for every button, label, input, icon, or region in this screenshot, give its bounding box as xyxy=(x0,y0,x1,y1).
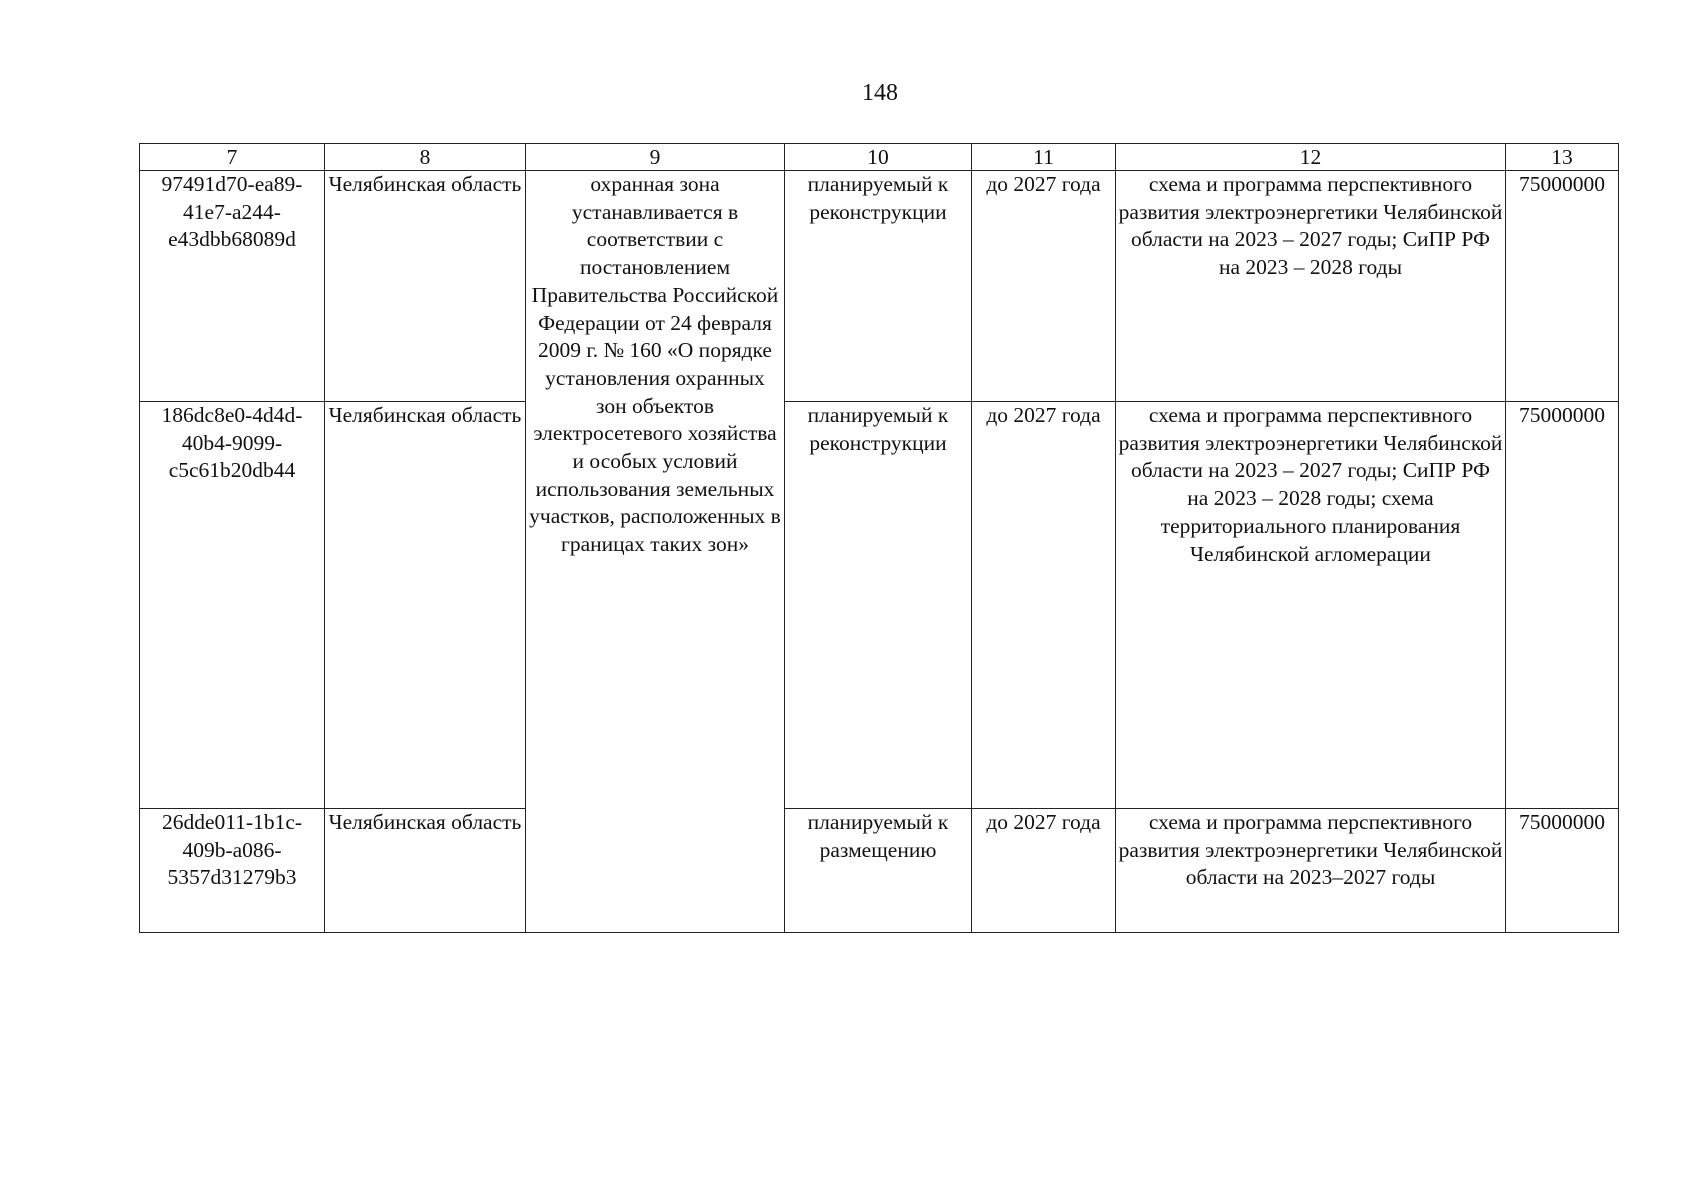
status-cell: планируемый к реконструкции xyxy=(785,171,972,402)
header-cell-11: 11 xyxy=(972,144,1116,171)
region-cell: Челябинская область xyxy=(325,171,526,402)
data-table xyxy=(139,143,1619,933)
table-row xyxy=(140,809,1619,933)
region-cell: Челябинская область xyxy=(325,402,526,809)
page-number: 148 xyxy=(862,80,898,106)
term-cell: до 2027 года xyxy=(972,809,1116,933)
status-cell: планируемый к реконструкции xyxy=(785,402,972,809)
object-id-cell: 97491d70-ea89-41e7-a244-e43dbb68089d xyxy=(140,171,325,402)
header-cell-9: 9 xyxy=(526,144,785,171)
term-cell: до 2027 года xyxy=(972,402,1116,809)
header-cell-13: 13 xyxy=(1506,144,1619,171)
region-cell: Челябинская область xyxy=(325,809,526,933)
table-header-row xyxy=(140,144,1619,171)
source-document-cell: схема и программа перспективного развития электроэнергетики Челябинской области на 2023–2027 годы xyxy=(1116,809,1506,933)
value-cell: 75000000 xyxy=(1506,809,1619,933)
object-id-cell: 186dc8e0-4d4d-40b4-9099-c5c61b20db44 xyxy=(140,402,325,809)
status-cell: планируемый к размещению xyxy=(785,809,972,933)
header-cell-8: 8 xyxy=(325,144,526,171)
header-cell-10: 10 xyxy=(785,144,972,171)
header-cell-7: 7 xyxy=(140,144,325,171)
header-cell-12: 12 xyxy=(1116,144,1506,171)
source-document-cell: схема и программа перспективного развития электроэнергетики Челябинской области на 2023 – 2027 годы; СиПР РФ на 2023 – 2028 годы xyxy=(1116,171,1506,402)
object-id-cell: 26dde011-1b1c-409b-a086-5357d31279b3 xyxy=(140,809,325,933)
table-row xyxy=(140,402,1619,809)
value-cell: 75000000 xyxy=(1506,402,1619,809)
value-cell: 75000000 xyxy=(1506,171,1619,402)
table-row xyxy=(140,171,1619,402)
term-cell: до 2027 года xyxy=(972,171,1116,402)
protection-zone-cell: охранная зона устанавливается в соответствии с постановлением Правительства Российской Федерации от 24 февраля 2009 г. № 160 «О порядке установления охранных зон объектов электросетевого хозяйства и особых условий использования земельных участков, расположенных в границах таких зон» xyxy=(526,171,785,933)
source-document-cell: схема и программа перспективного развития электроэнергетики Челябинской области на 2023 – 2027 годы; СиПР РФ на 2023 – 2028 годы; схема территориального планирования Челябинской агломерации xyxy=(1116,402,1506,809)
